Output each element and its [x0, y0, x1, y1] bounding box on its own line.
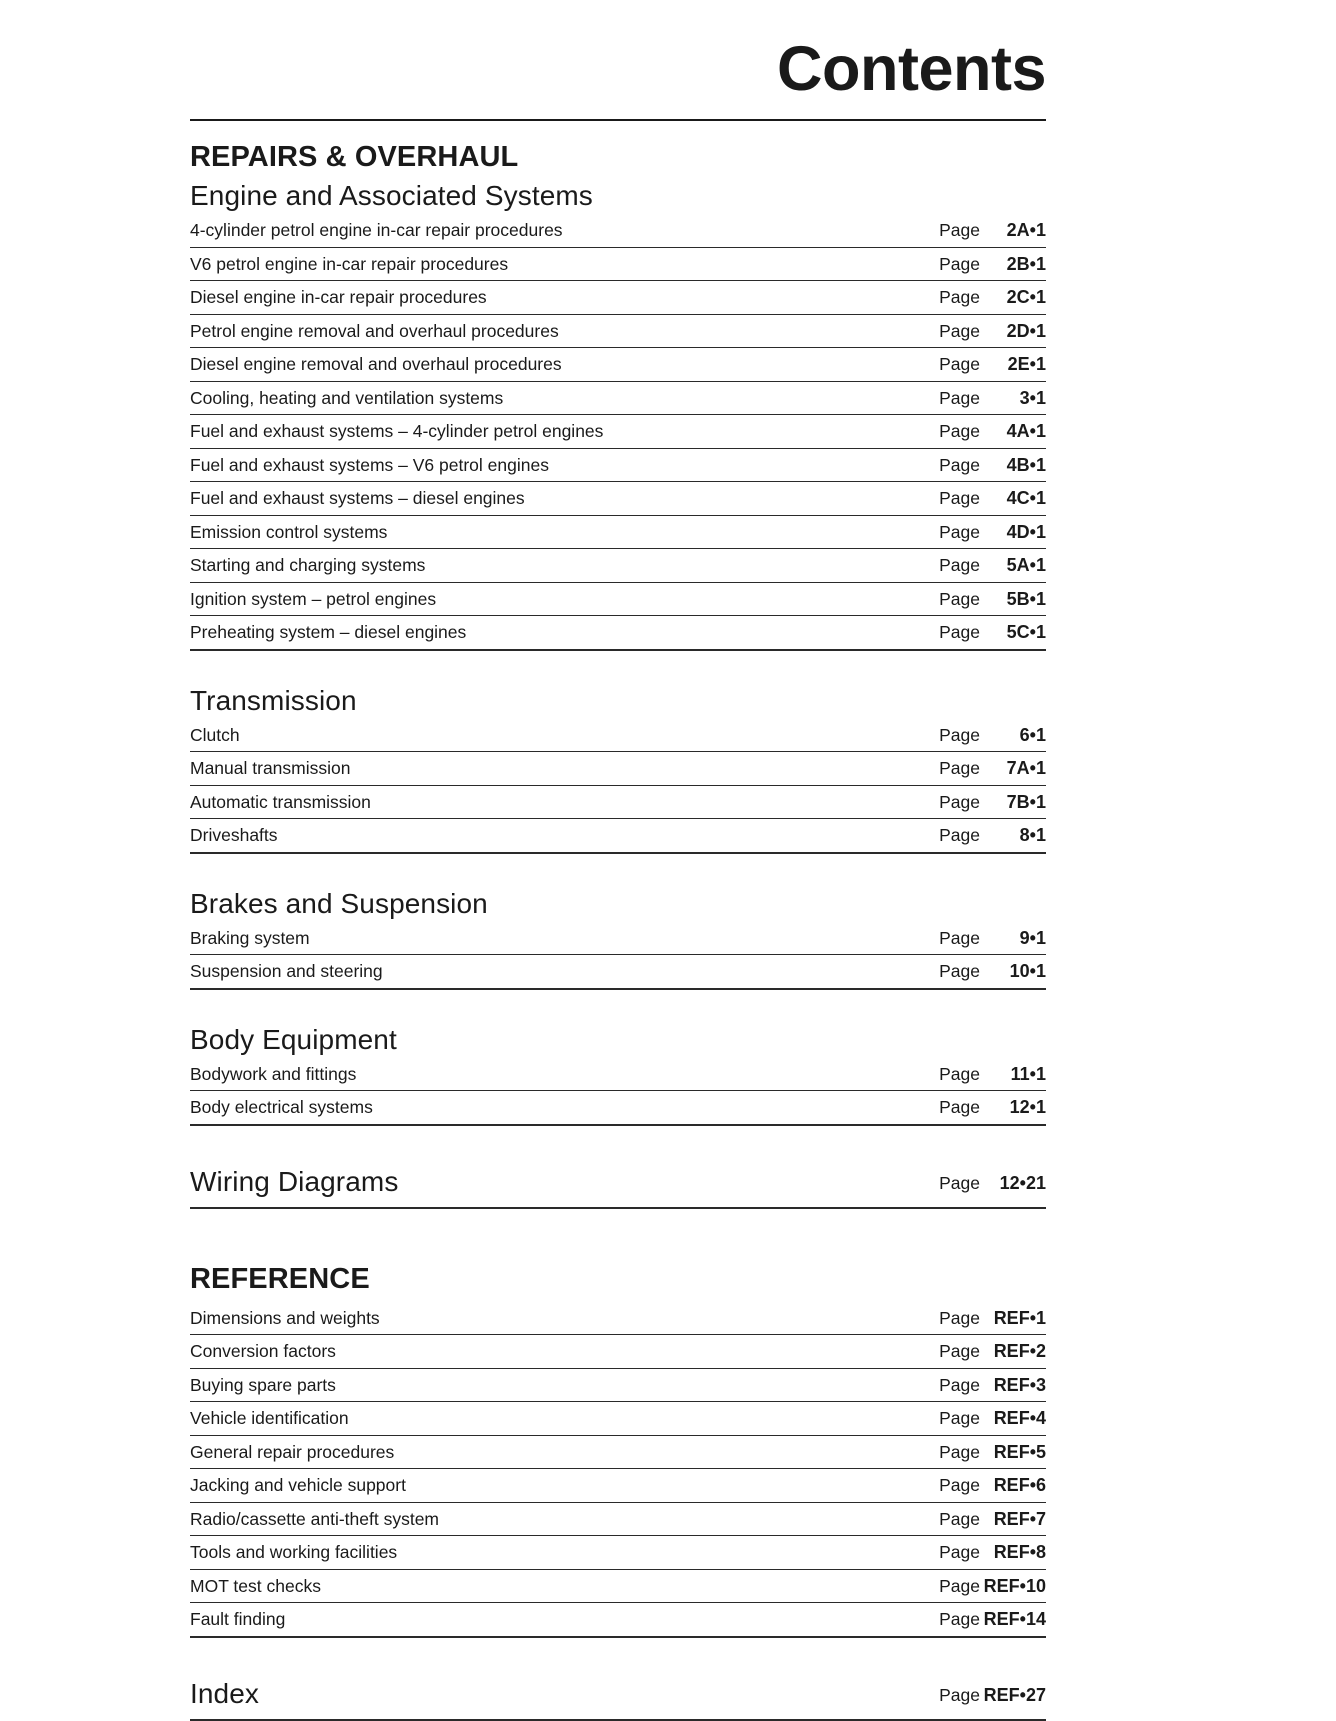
group-title-engine-and-associated-systems: Engine and Associated Systems	[190, 180, 593, 211]
contents-entry[interactable]	[190, 315, 1046, 349]
contents-entry-page-ref	[939, 759, 1046, 778]
contents-entry[interactable]	[190, 1369, 1046, 1403]
contents-entry-page-ref	[939, 793, 1046, 812]
contents-entry-page-ref	[939, 1476, 1046, 1495]
contents-entry-label: MOT test checks	[190, 1575, 321, 1596]
page-number: 11•1	[1010, 1063, 1046, 1084]
page-word-label: Page	[939, 454, 980, 475]
page-word-label: Page	[939, 387, 980, 408]
contents-entry-label: Manual transmission	[190, 758, 351, 778]
contents-entry-page-ref	[939, 556, 1046, 575]
contents-entry-label: Braking system	[190, 927, 310, 948]
contents-entry-label: 4-cylinder petrol engine in-car repair procedures	[190, 220, 563, 240]
page-number: 2B•1	[1006, 253, 1046, 274]
contents-entry[interactable]	[190, 1536, 1046, 1570]
page-number: 12•1	[1009, 1097, 1046, 1117]
contents-entry[interactable]	[190, 1603, 1046, 1638]
page-word-label: Page	[939, 825, 980, 845]
contents-body	[190, 141, 1046, 1721]
heading-entry-page-ref	[939, 1173, 1046, 1194]
page-number: REF•1	[993, 1307, 1046, 1328]
page-number: REF•4	[993, 1408, 1046, 1428]
contents-entry-label: Buying spare parts	[190, 1374, 336, 1395]
page-word-label: Page	[939, 1575, 980, 1596]
page-word-label: Page	[939, 521, 980, 542]
contents-entry[interactable]	[190, 752, 1046, 786]
heading-entry-spacer	[190, 1638, 1046, 1668]
contents-entry-label: Vehicle identification	[190, 1408, 349, 1428]
contents-entry-label: Radio/cassette anti-theft system	[190, 1508, 439, 1529]
page-word-label: Page	[939, 555, 980, 575]
contents-entry-page-ref	[939, 456, 1046, 475]
page-word-label: Page	[939, 354, 980, 374]
contents-entry-label: Tools and working facilities	[190, 1542, 398, 1562]
page-number: 4C•1	[1006, 488, 1046, 508]
group-spacer	[190, 651, 1046, 679]
page-word-label: Page	[939, 1508, 980, 1529]
contents-entry[interactable]	[190, 214, 1046, 248]
contents-entry-page-ref	[939, 322, 1046, 341]
contents-entry[interactable]	[190, 1335, 1046, 1369]
page-number: 2E•1	[1007, 354, 1046, 374]
contents-entry-page-ref	[939, 962, 1046, 981]
contents-entry-page-ref	[939, 590, 1046, 609]
contents-entry-page-ref	[939, 1610, 1046, 1629]
contents-heading-entry-index[interactable]	[190, 1668, 1046, 1721]
section-spacer	[190, 1209, 1046, 1243]
page-word-label: Page	[939, 724, 980, 745]
contents-entry-page-ref	[939, 355, 1046, 374]
contents-entry-page-ref	[939, 1342, 1046, 1361]
page-title: Contents	[777, 34, 1046, 104]
page-number: 2C•1	[1006, 287, 1046, 307]
page-word-label: Page	[939, 1542, 980, 1562]
page-word-label: Page	[939, 588, 980, 609]
contents-entry[interactable]	[190, 449, 1046, 483]
part-title-repairs-and-overhaul: REPAIRS & OVERHAUL	[190, 141, 519, 173]
contents-entry[interactable]	[190, 549, 1046, 583]
contents-entry-label: Preheating system – diesel engines	[190, 622, 467, 642]
contents-entry-label: General repair procedures	[190, 1441, 395, 1462]
contents-entry[interactable]	[190, 1469, 1046, 1503]
contents-entry-page-ref	[939, 1376, 1046, 1395]
page-number: REF•27	[983, 1684, 1046, 1705]
contents-entry-page-ref	[939, 1065, 1046, 1084]
contents-entry-label: Fuel and exhaust systems – V6 petrol engines	[190, 454, 549, 475]
contents-entry-label: Starting and charging systems	[190, 555, 426, 575]
page-word-label: Page	[939, 1172, 980, 1193]
page-word-label: Page	[939, 791, 980, 812]
page-word-label: Page	[939, 287, 980, 307]
contents-entry-page-ref	[939, 255, 1046, 274]
contents-entry[interactable]	[190, 1402, 1046, 1436]
page-number: 9•1	[1019, 927, 1046, 948]
contents-entry-page-ref	[939, 422, 1046, 441]
contents-entry-label: Cooling, heating and ventilation systems	[190, 387, 504, 408]
contents-entry[interactable]	[190, 348, 1046, 382]
group-spacer	[190, 990, 1046, 1018]
contents-entry-page-ref	[939, 929, 1046, 948]
contents-entry-label: Body electrical systems	[190, 1097, 373, 1117]
contents-entry-label: Diesel engine in-car repair procedures	[190, 287, 487, 307]
group-title-brakes-and-suspension: Brakes and Suspension	[190, 887, 488, 919]
page-number: REF•6	[993, 1475, 1046, 1495]
page-word-label: Page	[939, 1475, 980, 1495]
contents-entry[interactable]	[190, 415, 1046, 449]
page-number: 3•1	[1019, 387, 1046, 408]
contents-entry-label: Fuel and exhaust systems – diesel engines	[190, 488, 525, 508]
contents-entry[interactable]	[190, 1302, 1046, 1336]
page-number: 5B•1	[1006, 588, 1046, 609]
contents-entry-label: Dimensions and weights	[190, 1307, 380, 1328]
title-divider	[190, 119, 1046, 121]
contents-entry[interactable]	[190, 1436, 1046, 1470]
contents-entry-page-ref	[939, 221, 1046, 240]
page-word-label: Page	[939, 1684, 980, 1705]
page-word-label: Page	[939, 1063, 980, 1084]
contents-entry-page-ref	[939, 623, 1046, 642]
page-number: 4B•1	[1006, 454, 1046, 475]
contents-entry-label: Clutch	[190, 724, 240, 745]
page-number: 12•21	[999, 1172, 1046, 1193]
contents-entry[interactable]	[190, 583, 1046, 617]
contents-entry-label: Suspension and steering	[190, 961, 383, 981]
page-number: REF•10	[983, 1575, 1046, 1596]
contents-entry[interactable]	[190, 786, 1046, 820]
page-word-label: Page	[939, 253, 980, 274]
page-number: 2A•1	[1006, 220, 1046, 240]
page-word-label: Page	[939, 927, 980, 948]
contents-entry-label: Conversion factors	[190, 1341, 336, 1361]
contents-entry[interactable]	[190, 382, 1046, 416]
contents-entry-page-ref	[939, 389, 1046, 408]
contents-entry-page-ref	[939, 1443, 1046, 1462]
heading-entry-title: Wiring Diagrams	[190, 1165, 399, 1197]
page-number: 4A•1	[1006, 421, 1046, 441]
contents-entry-label: Fuel and exhaust systems – 4-cylinder petrol engines	[190, 421, 604, 441]
contents-entry-page-ref	[939, 1098, 1046, 1117]
contents-entry[interactable]	[190, 248, 1046, 282]
contents-entry-label: Fault finding	[190, 1609, 286, 1629]
contents-entry-page-ref	[939, 1510, 1046, 1529]
page-number: 5A•1	[1006, 555, 1046, 575]
page-number: REF•2	[993, 1341, 1046, 1361]
page-number: 8•1	[1019, 825, 1046, 845]
heading-entry-title: Index	[190, 1677, 259, 1709]
contents-heading-entry-wiring-diagrams[interactable]	[190, 1156, 1046, 1209]
contents-entry[interactable]	[190, 1058, 1046, 1092]
contents-entry-page-ref	[939, 489, 1046, 508]
page-word-label: Page	[939, 758, 980, 778]
group-entries-reference-entries	[190, 1302, 1046, 1638]
page-word-label: Page	[939, 961, 980, 981]
contents-entry[interactable]	[190, 482, 1046, 516]
page-word-label: Page	[939, 1341, 980, 1361]
group-title-body-equipment: Body Equipment	[190, 1023, 397, 1055]
page-word-label: Page	[939, 622, 980, 642]
contents-entry-label: Driveshafts	[190, 825, 278, 845]
page-number: REF•5	[993, 1441, 1046, 1462]
contents-entry-label: Bodywork and fittings	[190, 1063, 357, 1084]
contents-entry-label: Jacking and vehicle support	[190, 1475, 406, 1495]
contents-entry[interactable]	[190, 819, 1046, 854]
page-word-label: Page	[939, 1097, 980, 1117]
contents-entry-label: Automatic transmission	[190, 791, 371, 812]
contents-entry[interactable]	[190, 719, 1046, 753]
group-entries-transmission	[190, 719, 1046, 854]
contents-entry[interactable]	[190, 1570, 1046, 1604]
contents-entry-page-ref	[939, 1543, 1046, 1562]
page-word-label: Page	[939, 1374, 980, 1395]
page-number: 6•1	[1019, 724, 1046, 745]
contents-entry-page-ref	[939, 1409, 1046, 1428]
page-word-label: Page	[939, 488, 980, 508]
contents-entry[interactable]	[190, 1091, 1046, 1126]
heading-entry-spacer	[190, 1126, 1046, 1156]
page-word-label: Page	[939, 1307, 980, 1328]
contents-entry[interactable]	[190, 922, 1046, 956]
page-number: 5C•1	[1006, 622, 1046, 642]
contents-entry-page-ref	[939, 1309, 1046, 1328]
page-number: 7A•1	[1006, 758, 1046, 778]
group-entries-engine-and-associated-systems	[190, 214, 1046, 651]
page-word-label: Page	[939, 1609, 980, 1629]
contents-entry-label: V6 petrol engine in-car repair procedures	[190, 253, 509, 274]
contents-entry-label: Emission control systems	[190, 521, 388, 542]
contents-entry-page-ref	[939, 523, 1046, 542]
page-number: 10•1	[1009, 961, 1046, 981]
contents-entry[interactable]	[190, 616, 1046, 651]
contents-entry-page-ref	[939, 1577, 1046, 1596]
page-word-label: Page	[939, 320, 980, 341]
group-entries-body-equipment	[190, 1058, 1046, 1126]
heading-entry-page-ref	[939, 1685, 1046, 1706]
group-entries-brakes-and-suspension	[190, 922, 1046, 990]
group-spacer	[190, 854, 1046, 882]
contents-entry-label: Ignition system – petrol engines	[190, 588, 437, 609]
page-word-label: Page	[939, 220, 980, 240]
part-title-reference: REFERENCE	[190, 1262, 370, 1295]
page-number: 7B•1	[1006, 791, 1046, 812]
page-number: REF•3	[993, 1374, 1046, 1395]
page-title-block	[0, 0, 1336, 104]
contents-entry-page-ref	[939, 726, 1046, 745]
contents-entry-label: Diesel engine removal and overhaul procedures	[190, 354, 562, 374]
page-word-label: Page	[939, 421, 980, 441]
contents-entry-label: Petrol engine removal and overhaul procedures	[190, 320, 559, 341]
page-number: 2D•1	[1006, 320, 1046, 341]
contents-entry[interactable]	[190, 1503, 1046, 1537]
page-number: REF•14	[983, 1609, 1046, 1629]
page-number: 4D•1	[1006, 521, 1046, 542]
contents-entry-page-ref	[939, 826, 1046, 845]
page-number: REF•7	[993, 1508, 1046, 1529]
contents-entry[interactable]	[190, 281, 1046, 315]
group-title-transmission: Transmission	[190, 684, 357, 716]
contents-entry-page-ref	[939, 288, 1046, 307]
page-number: REF•8	[993, 1542, 1046, 1562]
page-word-label: Page	[939, 1408, 980, 1428]
contents-entry[interactable]	[190, 516, 1046, 550]
page-word-label: Page	[939, 1441, 980, 1462]
contents-entry[interactable]	[190, 955, 1046, 990]
